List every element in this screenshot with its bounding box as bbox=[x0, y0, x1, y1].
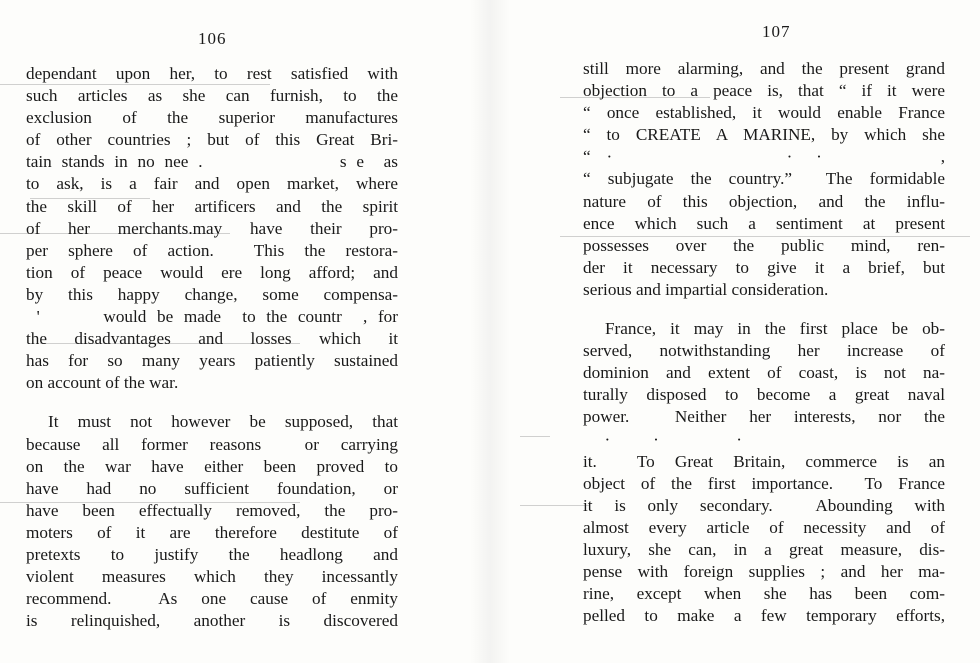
text-line: served, notwithstanding her increase of bbox=[583, 341, 945, 361]
text-line: ' would be made to the countr , for bbox=[26, 307, 398, 327]
text-line: tain stands in no nee . s e as bbox=[26, 152, 398, 172]
text-line: · · · bbox=[583, 429, 742, 449]
text-line: have had no sufficient foundation, or bbox=[26, 478, 398, 498]
text-line: moters of it are therefore destitute of bbox=[26, 522, 398, 542]
text-line: it is only secondary. Abounding with bbox=[583, 495, 945, 515]
page-number: 107 bbox=[762, 22, 791, 41]
text-line: is relinquished, another is discovered bbox=[26, 611, 398, 631]
text-line: to ask, is a fair and open market, where bbox=[26, 174, 398, 194]
text-line: exclusion of the superior manufactures bbox=[26, 108, 398, 128]
text-line: power. Neither her interests, nor the bbox=[583, 407, 945, 427]
page-text bbox=[26, 63, 398, 632]
text-line: “ subjugate the country.” The formidable bbox=[583, 169, 945, 189]
text-line: has for so many years patiently sustained bbox=[26, 351, 398, 371]
text-line: dependant upon her, to rest satisfied with bbox=[26, 64, 398, 83]
text-line: the skill of her artificers and the spirit bbox=[26, 196, 398, 216]
right-page bbox=[490, 0, 980, 663]
text-line: the disadvantages and losses which it bbox=[26, 329, 398, 349]
text-line: still more alarming, and the present grand bbox=[583, 59, 945, 78]
text-line: on the war have either been proved to bbox=[26, 456, 398, 476]
text-line: have been effectually removed, the pro- bbox=[26, 500, 398, 520]
text-line: of her merchants.may have their pro- bbox=[26, 218, 398, 238]
text-line: pretexts to justify the headlong and bbox=[26, 544, 398, 564]
text-line: “ · · · , bbox=[583, 147, 945, 167]
paragraph bbox=[583, 318, 945, 627]
text-line: of other countries ; but of this Great Bri- bbox=[26, 130, 398, 150]
page-number: 106 bbox=[198, 29, 227, 48]
text-line: such articles as she can furnish, to the bbox=[26, 86, 398, 106]
text-line: turally disposed to become a great naval bbox=[583, 385, 945, 405]
text-line: pelled to make a few temporary efforts, bbox=[583, 606, 945, 626]
text-line: by this happy change, some compensa- bbox=[26, 284, 398, 304]
text-line: France, it may in the first place be ob- bbox=[605, 319, 945, 339]
text-line: luxury, she can, in a great measure, dis- bbox=[583, 539, 945, 559]
paragraph bbox=[26, 63, 398, 394]
text-line: per sphere of action. This the restora- bbox=[26, 240, 398, 260]
page-text bbox=[583, 58, 945, 627]
text-line: tion of peace would ere long afford; and bbox=[26, 262, 398, 282]
text-line: pense with foreign supplies ; and her ma- bbox=[583, 562, 945, 582]
text-line: der it necessary to give it a brief, but bbox=[583, 257, 945, 277]
text-line: “ once established, it would enable France bbox=[583, 103, 945, 123]
text-line: dominion and extent of coast, is not na- bbox=[583, 363, 945, 383]
text-line: “ to CREATE A MARINE, by which she bbox=[583, 125, 945, 145]
paragraph bbox=[583, 58, 945, 301]
paragraph-gap bbox=[26, 394, 398, 411]
paragraph-gap bbox=[583, 301, 945, 318]
text-line: ence which such a sentiment at present bbox=[583, 213, 945, 233]
text-line: objection to a peace is, that “ if it were bbox=[583, 81, 945, 101]
text-line: violent measures which they incessantly bbox=[26, 567, 398, 587]
text-line: object of the first importance. To France bbox=[583, 473, 945, 493]
text-line: rine, except when she has been com- bbox=[583, 584, 945, 604]
text-line: almost every article of necessity and of bbox=[583, 517, 945, 537]
paragraph bbox=[26, 411, 398, 632]
text-line: serious and impartial consideration. bbox=[583, 279, 829, 299]
text-line: it. To Great Britain, commerce is an bbox=[583, 451, 945, 471]
text-line: on account of the war. bbox=[26, 373, 179, 393]
text-line: recommend. As one cause of enmity bbox=[26, 589, 398, 609]
text-line: possesses over the public mind, ren- bbox=[583, 235, 945, 255]
text-line: nature of this objection, and the influ- bbox=[583, 191, 945, 211]
text-line: It must not however be supposed, that bbox=[48, 412, 398, 432]
text-line: because all former reasons or carrying bbox=[26, 434, 398, 454]
